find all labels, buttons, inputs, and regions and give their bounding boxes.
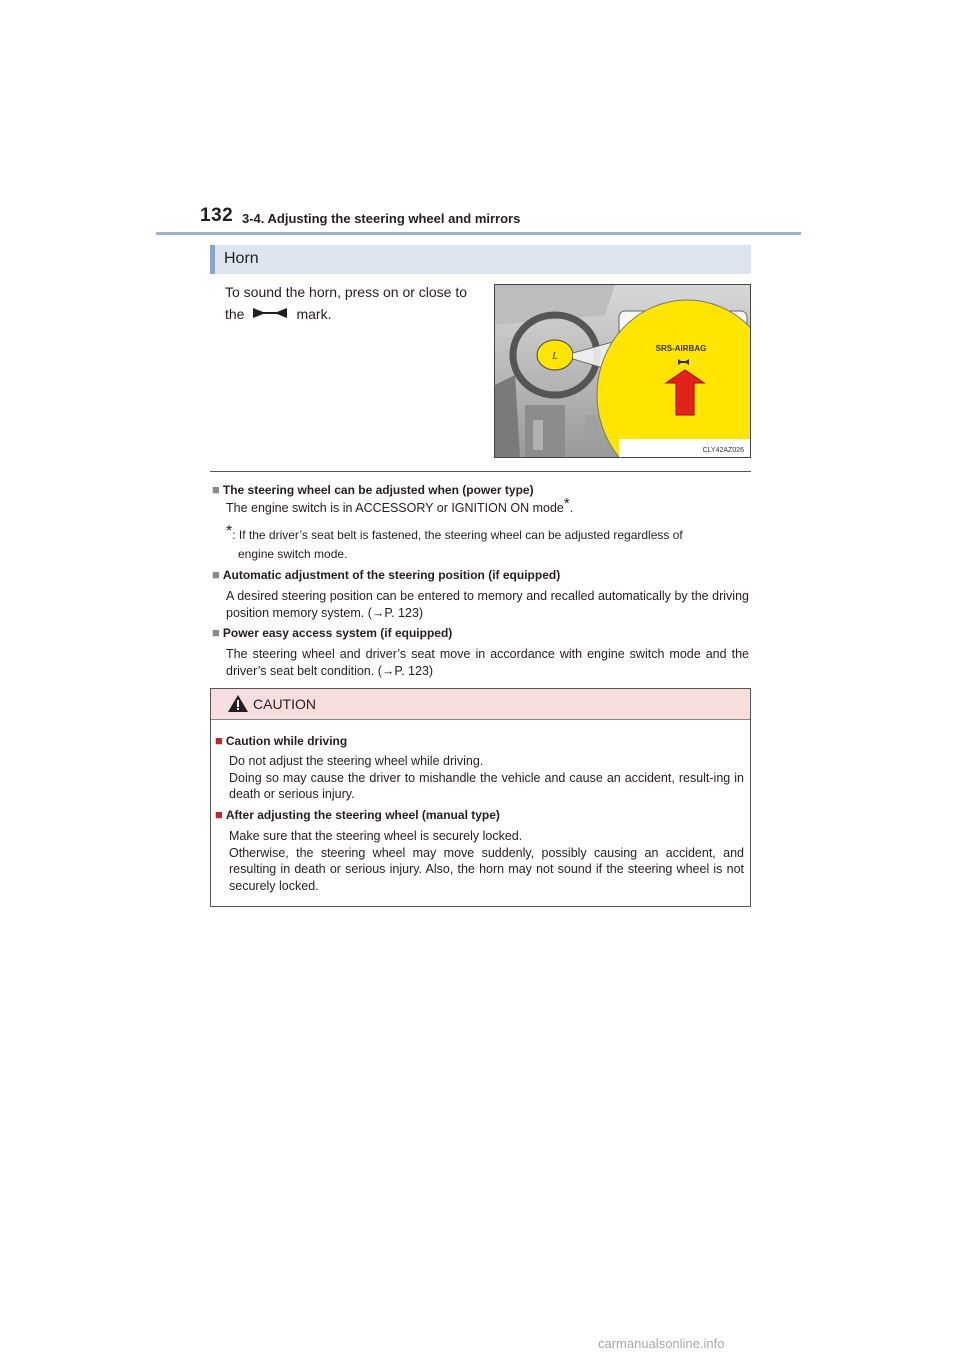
warning-triangle-icon bbox=[228, 695, 248, 712]
note-body: A desired steering position can be entered to memory and recalled automatically by the driving position memory system. (→P. 123) bbox=[226, 589, 749, 620]
horn-text-the: the bbox=[225, 306, 245, 322]
watermark: carmanualsonline.info bbox=[598, 1336, 725, 1351]
section-accent-bar bbox=[210, 245, 215, 274]
horn-section-title: Horn bbox=[224, 250, 259, 267]
note-title: ■ Power easy access system (if equipped) bbox=[212, 625, 453, 640]
section-title: 3-4. Adjusting the steering wheel and mirrors bbox=[242, 211, 521, 226]
note-body: The steering wheel and driver’s seat move in accordance with engine switch mode and the driver’s seat belt condition. (→P. 123) bbox=[226, 647, 749, 678]
note-title: ■ The steering wheel can be adjusted when (power type) bbox=[212, 482, 534, 497]
note-body: The engine switch is in ACCESSORY or IGNITION ON mode*. bbox=[226, 495, 574, 515]
image-code: CLY42AZ026 bbox=[702, 447, 744, 454]
caution-item-body: Do not adjust the steering wheel while driving. Doing so may cause the driver to mishandle the vehicle and cause an accident, result-ing in death or serious injury. bbox=[229, 754, 744, 801]
page-number: 132 bbox=[200, 205, 234, 226]
caution-header bbox=[211, 689, 750, 720]
footnote: *: If the driver’s seat belt is fastened, the steering wheel can be adjusted regardless of engine switch mode. bbox=[226, 523, 683, 561]
horn-icon bbox=[250, 304, 290, 318]
svg-text:L: L bbox=[552, 351, 558, 362]
caution-item-body: Make sure that the steering wheel is securely locked. Otherwise, the steering wheel may move suddenly, possibly causing an accident, and resulting in death or serious injury. Also, the horn may not sound if the steering wheel is not securely locked. bbox=[229, 829, 744, 893]
square-bullet-icon: ■ bbox=[215, 807, 223, 822]
footnote-marker: * bbox=[563, 495, 570, 512]
horn-text-after: mark. bbox=[296, 306, 332, 322]
horn-illustration bbox=[494, 284, 751, 458]
caution-box bbox=[210, 688, 751, 907]
caution-label: CAUTION bbox=[253, 696, 316, 712]
square-bullet-icon: ■ bbox=[212, 625, 220, 640]
horn-instruction bbox=[225, 281, 487, 325]
airbag-label: SRS-AIRBAG bbox=[655, 344, 707, 353]
horn-text-before: To sound the horn, press on or close to bbox=[225, 284, 468, 300]
square-bullet-icon: ■ bbox=[212, 567, 220, 582]
note-title: ■ Automatic adjustment of the steering position (if equipped) bbox=[212, 567, 561, 582]
horn-section-header bbox=[210, 245, 751, 274]
square-bullet-icon: ■ bbox=[212, 482, 220, 497]
caution-item-title: ■ After adjusting the steering wheel (manual type) bbox=[215, 807, 500, 822]
header-rule bbox=[156, 232, 801, 235]
caution-item-title: ■ Caution while driving bbox=[215, 733, 348, 748]
divider bbox=[210, 471, 751, 472]
square-bullet-icon: ■ bbox=[215, 733, 223, 748]
